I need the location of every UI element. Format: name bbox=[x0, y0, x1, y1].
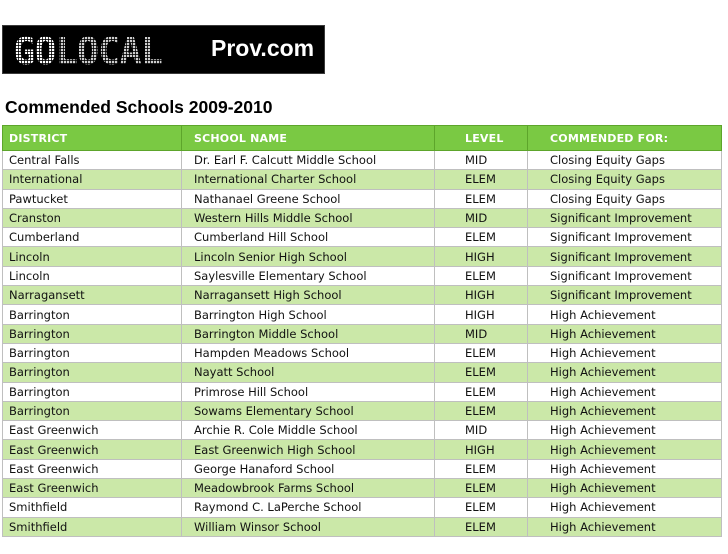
cell-level: ELEM bbox=[435, 343, 528, 362]
cell-level: ELEM bbox=[435, 459, 528, 478]
golocal-logo-mark bbox=[13, 34, 213, 68]
commended-schools-table bbox=[2, 125, 722, 537]
cell-level: MID bbox=[435, 324, 528, 343]
cell-level: ELEM bbox=[435, 170, 528, 189]
table-row bbox=[3, 363, 722, 382]
logo-suffix: Prov.com bbox=[211, 35, 315, 61]
cell-commended-for: High Achievement bbox=[528, 479, 722, 498]
cell-commended-for: High Achievement bbox=[528, 382, 722, 401]
cell-school-name: Barrington Middle School bbox=[182, 324, 435, 343]
cell-level: HIGH bbox=[435, 286, 528, 305]
cell-district: Cumberland bbox=[3, 228, 182, 247]
cell-commended-for: High Achievement bbox=[528, 440, 722, 459]
cell-level: HIGH bbox=[435, 440, 528, 459]
cell-school-name: Raymond C. LaPerche School bbox=[182, 498, 435, 517]
cell-school-name: Dr. Earl F. Calcutt Middle School bbox=[182, 151, 435, 170]
cell-commended-for: High Achievement bbox=[528, 343, 722, 362]
table-row bbox=[3, 266, 722, 285]
cell-district: East Greenwich bbox=[3, 421, 182, 440]
cell-level: ELEM bbox=[435, 363, 528, 382]
cell-level: ELEM bbox=[435, 498, 528, 517]
cell-district: International bbox=[3, 170, 182, 189]
table-row bbox=[3, 421, 722, 440]
cell-district: Barrington bbox=[3, 305, 182, 324]
column-header-school-name: SCHOOL NAME bbox=[182, 126, 435, 151]
logo-mark-local: LOCAL bbox=[55, 33, 162, 68]
table-header-row bbox=[3, 126, 722, 151]
cell-school-name: East Greenwich High School bbox=[182, 440, 435, 459]
table-row bbox=[3, 228, 722, 247]
logo-mark-go: GO bbox=[13, 33, 56, 68]
cell-commended-for: Significant Improvement bbox=[528, 208, 722, 227]
page-title: Commended Schools 2009-2010 bbox=[5, 97, 273, 117]
cell-district: Smithfield bbox=[3, 498, 182, 517]
cell-district: East Greenwich bbox=[3, 440, 182, 459]
cell-commended-for: Significant Improvement bbox=[528, 247, 722, 266]
cell-school-name: William Winsor School bbox=[182, 517, 435, 536]
table-row bbox=[3, 324, 722, 343]
cell-commended-for: High Achievement bbox=[528, 363, 722, 382]
cell-school-name: Lincoln Senior High School bbox=[182, 247, 435, 266]
cell-level: ELEM bbox=[435, 517, 528, 536]
cell-district: East Greenwich bbox=[3, 479, 182, 498]
column-header-commended-for: COMMENDED FOR: bbox=[528, 126, 722, 151]
cell-school-name: Nayatt School bbox=[182, 363, 435, 382]
cell-commended-for: High Achievement bbox=[528, 517, 722, 536]
cell-district: Barrington bbox=[3, 401, 182, 420]
cell-school-name: George Hanaford School bbox=[182, 459, 435, 478]
cell-commended-for: High Achievement bbox=[528, 459, 722, 478]
cell-commended-for: Closing Equity Gaps bbox=[528, 189, 722, 208]
cell-commended-for: Closing Equity Gaps bbox=[528, 151, 722, 170]
cell-district: Barrington bbox=[3, 382, 182, 401]
golocal-logo bbox=[2, 25, 325, 74]
cell-level: MID bbox=[435, 151, 528, 170]
cell-district: Lincoln bbox=[3, 247, 182, 266]
cell-district: Cranston bbox=[3, 208, 182, 227]
table-row bbox=[3, 440, 722, 459]
table-row bbox=[3, 498, 722, 517]
logo-mark-text bbox=[13, 34, 162, 68]
cell-school-name: Primrose Hill School bbox=[182, 382, 435, 401]
table-row bbox=[3, 401, 722, 420]
table-row bbox=[3, 382, 722, 401]
cell-district: Barrington bbox=[3, 324, 182, 343]
table-row bbox=[3, 247, 722, 266]
cell-commended-for: High Achievement bbox=[528, 421, 722, 440]
cell-school-name: Archie R. Cole Middle School bbox=[182, 421, 435, 440]
cell-school-name: Hampden Meadows School bbox=[182, 343, 435, 362]
cell-school-name: Cumberland Hill School bbox=[182, 228, 435, 247]
table-row bbox=[3, 208, 722, 227]
table-row bbox=[3, 305, 722, 324]
cell-commended-for: Significant Improvement bbox=[528, 228, 722, 247]
cell-commended-for: High Achievement bbox=[528, 498, 722, 517]
table-row bbox=[3, 517, 722, 536]
cell-level: ELEM bbox=[435, 189, 528, 208]
cell-level: MID bbox=[435, 421, 528, 440]
cell-school-name: International Charter School bbox=[182, 170, 435, 189]
cell-school-name: Saylesville Elementary School bbox=[182, 266, 435, 285]
cell-school-name: Western Hills Middle School bbox=[182, 208, 435, 227]
table-row bbox=[3, 479, 722, 498]
table-row bbox=[3, 189, 722, 208]
cell-school-name: Narragansett High School bbox=[182, 286, 435, 305]
column-header-level: LEVEL bbox=[435, 126, 528, 151]
cell-commended-for: High Achievement bbox=[528, 324, 722, 343]
cell-commended-for: High Achievement bbox=[528, 305, 722, 324]
cell-level: HIGH bbox=[435, 305, 528, 324]
cell-school-name: Meadowbrook Farms School bbox=[182, 479, 435, 498]
cell-school-name: Sowams Elementary School bbox=[182, 401, 435, 420]
table-row bbox=[3, 170, 722, 189]
table-row bbox=[3, 459, 722, 478]
cell-commended-for: Closing Equity Gaps bbox=[528, 170, 722, 189]
cell-district: Central Falls bbox=[3, 151, 182, 170]
cell-district: Pawtucket bbox=[3, 189, 182, 208]
table-row bbox=[3, 286, 722, 305]
table-row bbox=[3, 343, 722, 362]
cell-level: MID bbox=[435, 208, 528, 227]
cell-district: Barrington bbox=[3, 363, 182, 382]
cell-commended-for: High Achievement bbox=[528, 401, 722, 420]
cell-level: ELEM bbox=[435, 228, 528, 247]
cell-commended-for: Significant Improvement bbox=[528, 266, 722, 285]
cell-level: ELEM bbox=[435, 401, 528, 420]
cell-district: Lincoln bbox=[3, 266, 182, 285]
cell-school-name: Nathanael Greene School bbox=[182, 189, 435, 208]
cell-district: Narragansett bbox=[3, 286, 182, 305]
cell-district: Barrington bbox=[3, 343, 182, 362]
cell-district: Smithfield bbox=[3, 517, 182, 536]
cell-level: HIGH bbox=[435, 247, 528, 266]
cell-school-name: Barrington High School bbox=[182, 305, 435, 324]
column-header-district: DISTRICT bbox=[3, 126, 182, 151]
table-body bbox=[3, 151, 722, 537]
cell-level: ELEM bbox=[435, 479, 528, 498]
cell-level: ELEM bbox=[435, 266, 528, 285]
cell-level: ELEM bbox=[435, 382, 528, 401]
table-row bbox=[3, 151, 722, 170]
cell-district: East Greenwich bbox=[3, 459, 182, 478]
cell-commended-for: Significant Improvement bbox=[528, 286, 722, 305]
